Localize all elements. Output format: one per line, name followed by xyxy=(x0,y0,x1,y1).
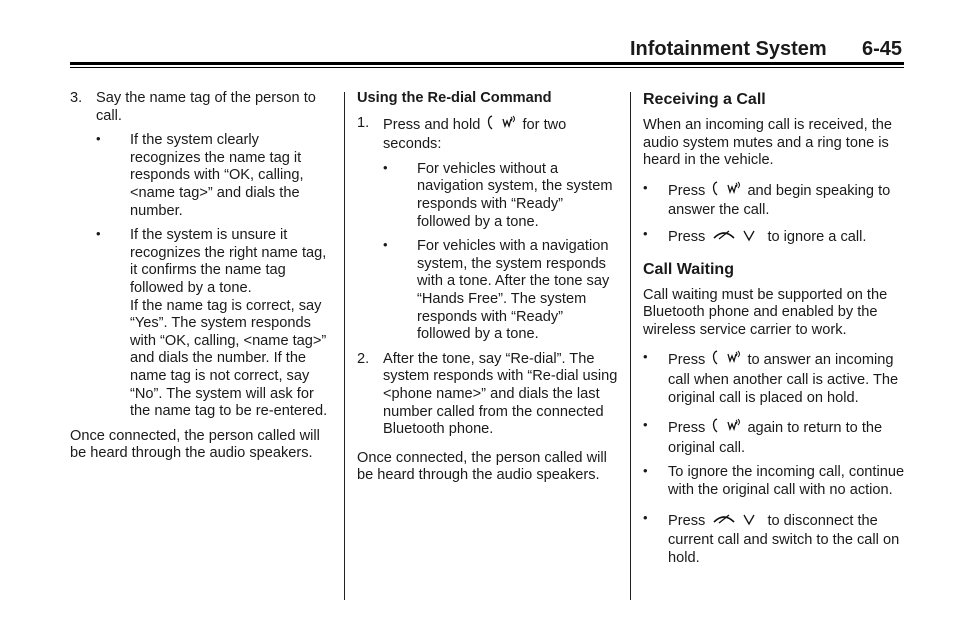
step-1 xyxy=(357,115,619,154)
bullet-text-continued: If the name tag is correct, say “Yes”. The system responds with “OK, calling, <name tag>” and dials the number. If the name tag is not correct, say “No”. The system will ask for the name tag to be re-entered. xyxy=(130,297,328,420)
phone-voice-icon xyxy=(711,181,741,203)
redial-heading: Using the Re-dial Command xyxy=(357,90,552,106)
bullet-text: For vehicles without a navigation system, the system responds with “Ready” followed by a tone. xyxy=(417,160,613,230)
bullet-mark: • xyxy=(96,131,101,147)
bullet-text-pre: Press xyxy=(668,182,706,199)
bullet-ignore-incoming xyxy=(643,464,905,499)
phone-voice-icon xyxy=(711,350,741,372)
bullet-ignore xyxy=(643,227,905,249)
bullet-unsure xyxy=(70,227,332,421)
call-waiting-heading: Call Waiting xyxy=(643,260,734,278)
bullet-mark: • xyxy=(643,417,648,433)
bullet-text: For vehicles with a navigation system, the system responds with a tone. After the tone say “Hands Free”. The system responds with “Ready” followed by a tone. xyxy=(417,238,610,343)
bullet-mark: • xyxy=(643,509,648,525)
phone-voice-icon xyxy=(486,115,516,137)
bullet-text-post: again to return to the original call. xyxy=(668,420,883,456)
bullet-mark: • xyxy=(383,159,388,175)
step-3 xyxy=(70,90,332,125)
bullet-text-post: to ignore a call. xyxy=(767,228,867,245)
step-number: 2. xyxy=(357,350,370,367)
bullet-text: To ignore the incoming call, continue with the original call with no action. xyxy=(668,464,905,498)
bullet-text-pre: Press xyxy=(668,420,706,437)
end-call-mute-icon xyxy=(711,511,761,533)
bullet-mark: • xyxy=(643,225,648,241)
bullet-text-post: to disconnect the current call and switch to the call on hold. xyxy=(668,512,900,566)
bullet-mark: • xyxy=(383,237,388,253)
bullet-text: If the system clearly recognizes the name tag it responds with “OK, calling, <name tag>” and dials the number. xyxy=(130,132,304,219)
column-3 xyxy=(643,90,905,567)
bullet-answer xyxy=(643,181,905,220)
bullet-no-nav xyxy=(357,161,619,231)
column-divider-2 xyxy=(630,92,631,600)
step-number: 1. xyxy=(357,114,370,131)
bullet-disconnect xyxy=(643,511,905,568)
bullet-text-post: and begin speaking to answer the call. xyxy=(668,182,891,219)
bullet-text-pre: Press xyxy=(668,512,706,529)
bullet-with-nav xyxy=(357,238,619,344)
header-rule-thin xyxy=(70,67,904,68)
page-header xyxy=(0,0,954,70)
bullet-text-post: to answer an incoming call when another call is active. The original call is placed on hold. xyxy=(668,352,899,406)
bullet-return xyxy=(643,418,905,457)
bullet-mark: • xyxy=(643,463,648,479)
bullet-text: If the system is unsure it recognizes the right name tag, it confirms the name tag followed by a tone. xyxy=(130,227,327,296)
bullet-recognized xyxy=(70,132,332,220)
step-text: After the tone, say “Re-dial”. The system responds with “Re-dial using <phone name>” and dials the last number called from the connected Bluetooth phone. xyxy=(383,350,618,438)
step-text-pre: Press and hold xyxy=(383,116,481,133)
column-1 xyxy=(70,90,332,463)
section-title: Infotainment System xyxy=(630,38,827,60)
step-number: 3. xyxy=(70,90,83,106)
column-divider-1 xyxy=(344,92,345,600)
bullet-text-pre: Press xyxy=(668,228,706,245)
closing-paragraph: Once connected, the person called will be heard through the audio speakers. xyxy=(70,427,320,462)
page-number: 6-45 xyxy=(862,38,903,60)
bullet-mark: • xyxy=(96,226,101,242)
bullet-mark: • xyxy=(643,179,648,195)
call-waiting-paragraph: Call waiting must be supported on the Bluetooth phone and enabled by the wireless service carrier to work. xyxy=(643,286,888,338)
bullet-mark: • xyxy=(643,349,648,365)
end-call-mute-icon xyxy=(711,227,761,249)
column-2 xyxy=(357,90,619,485)
phone-voice-icon xyxy=(711,418,741,440)
receiving-call-heading: Receiving a Call xyxy=(643,91,766,108)
receiving-call-paragraph: When an incoming call is received, the audio system mutes and a ring tone is heard in the vehicle. xyxy=(643,117,893,169)
bullet-text-pre: Press xyxy=(668,352,706,369)
step-text-post: for two seconds: xyxy=(383,116,567,153)
step-2 xyxy=(357,351,619,439)
header-rule-thick xyxy=(70,62,904,65)
bullet-answer-waiting xyxy=(643,350,905,407)
step-text: Say the name tag of the person to call. xyxy=(96,90,316,124)
closing-paragraph: Once connected, the person called will be heard through the audio speakers. xyxy=(357,449,607,484)
